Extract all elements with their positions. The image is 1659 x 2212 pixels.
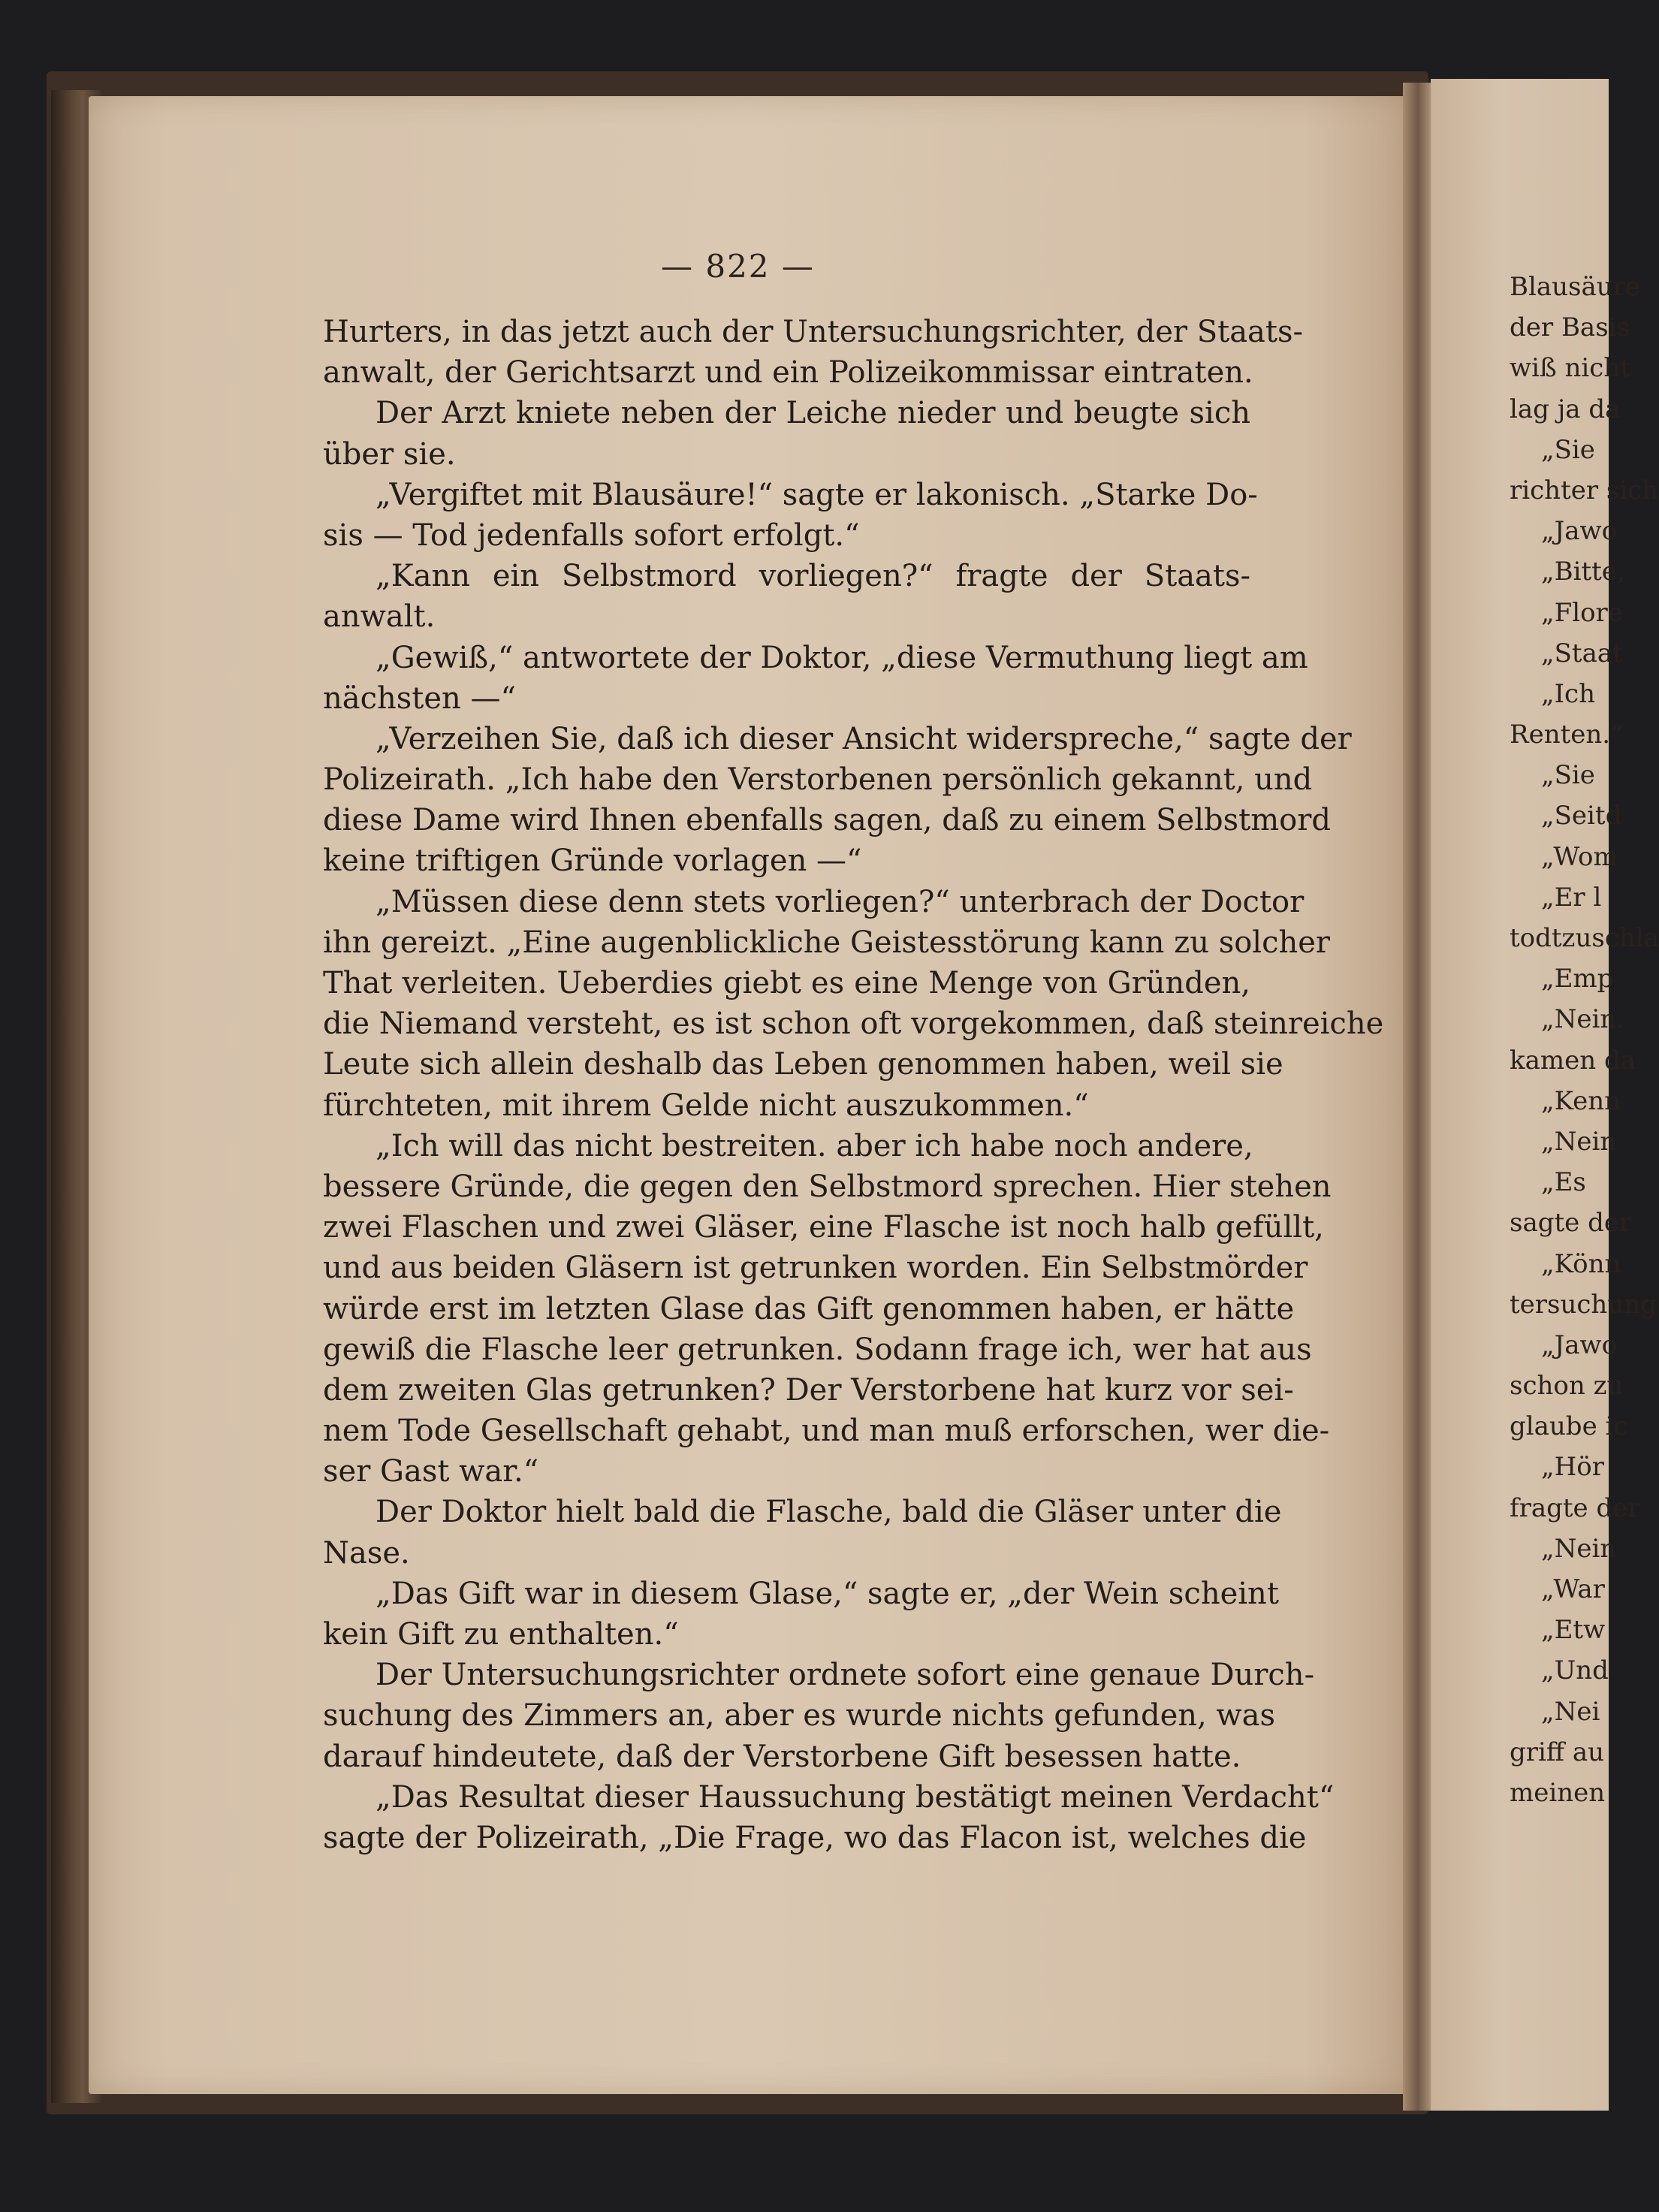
text-line: anwalt, der Gerichtsarzt und ein Polizeikommissar eintraten. (323, 355, 1253, 391)
text-fragment: griff au (1510, 1737, 1605, 1767)
text-fragment: richter sich (1510, 475, 1659, 505)
text-fragment: „Sie (1541, 760, 1595, 791)
text-line: „Ich will das nicht bestreiten. aber ich habe noch andere, (376, 1128, 1253, 1163)
text-line: dem zweiten Glas getrunken? Der Verstorbene hat kurz vor sei- (323, 1372, 1294, 1408)
text-line: Der Doktor hielt bald die Flasche, bald die Gläser unter die (376, 1495, 1282, 1530)
text-line: fürchteten, mit ihrem Gelde nicht auszukommen.“ (323, 1088, 1089, 1123)
text-line: Polizeirath. „Ich habe den Verstorbenen persönlich gekannt, und (323, 762, 1313, 798)
text-fragment: „Nein. (1541, 1004, 1625, 1035)
text-line: keine triftigen Gründe vorlagen —“ (323, 843, 862, 879)
text-line: „Verzeihen Sie, daß ich dieser Ansicht widerspreche,“ sagte der (376, 721, 1352, 756)
text-fragment: „Kenn (1541, 1085, 1621, 1116)
text-line: darauf hindeutete, daß der Verstorbene Gift besessen hatte. (323, 1739, 1241, 1774)
text-fragment: „Staat (1541, 638, 1623, 668)
text-fragment: „Hör (1541, 1452, 1604, 1483)
text-fragment: kamen da (1510, 1045, 1636, 1076)
text-fragment: „Und (1541, 1655, 1609, 1686)
text-fragment: „Es (1541, 1167, 1586, 1198)
text-fragment: sagte der (1510, 1208, 1632, 1239)
text-line: nächsten —“ (323, 680, 516, 716)
text-line: „Vergiftet mit Blausäure!“ sagte er lakonisch. „Starke Do- (376, 477, 1258, 512)
text-line: sagte der Polizeirath, „Die Frage, wo das Flacon ist, welches die (323, 1820, 1307, 1855)
text-line: „Das Resultat dieser Haussuchung bestätigt meinen Verdacht“ (376, 1779, 1335, 1815)
book-gutter (1403, 83, 1433, 2111)
text-line: über sie. (323, 436, 456, 472)
text-line: „Kann ein Selbstmord vorliegen?“ fragte der Staats- (376, 559, 1250, 594)
text-fragment: Blausäure (1510, 272, 1641, 302)
text-line: „Müssen diese denn stets vorliegen?“ unterbrach der Doctor (376, 884, 1305, 919)
text-fragment: „Flore (1541, 597, 1623, 628)
text-line: diese Dame wird Ihnen ebenfalls sagen, daß zu einem Selbstmord (323, 803, 1331, 838)
text-line: kein Gift zu enthalten.“ (323, 1617, 679, 1652)
text-line: ser Gast war.“ (323, 1454, 539, 1489)
text-fragment: „Nei (1541, 1696, 1600, 1727)
text-line: bessere Gründe, die gegen den Selbstmord sprechen. Hier stehen (323, 1169, 1332, 1204)
text-fragment: der Basis (1510, 312, 1630, 343)
page-number: — 822 — (661, 248, 815, 285)
text-fragment: „Ich (1541, 678, 1595, 709)
text-line: sis — Tod jedenfalls sofort erfolgt.“ (323, 518, 860, 553)
text-line: suchung des Zimmers an, aber es wurde nichts gefunden, was (323, 1698, 1276, 1734)
text-fragment: „Nein (1541, 1533, 1617, 1564)
text-fragment: glaube ic (1510, 1411, 1628, 1442)
text-line: würde erst im letzten Glase das Gift genommen haben, er hätte (323, 1291, 1295, 1326)
text-fragment: „Sie (1541, 434, 1595, 465)
text-line: anwalt. (323, 599, 436, 635)
text-fragment: „Könn (1541, 1248, 1621, 1279)
text-line: nem Tode Gesellschaft gehabt, und man muß erforschen, wer die- (323, 1414, 1330, 1449)
text-fragment: „Nein (1541, 1126, 1617, 1157)
text-line: „Das Gift war in diesem Glase,“ sagte er, „der Wein scheint (376, 1576, 1279, 1611)
text-fragment: „Emp (1541, 964, 1614, 994)
text-line: Nase. (323, 1535, 410, 1571)
text-fragment: todtzuschla (1510, 923, 1659, 953)
text-line: die Niemand versteht, es ist schon oft vorgekommen, daß steinreiche (323, 1006, 1384, 1042)
text-line: Der Arzt kniete neben der Leiche nieder und beugte sich (376, 396, 1250, 431)
text-line: zwei Flaschen und zwei Gläser, eine Flasche ist noch halb gefüllt, (323, 1210, 1324, 1245)
text-fragment: Renten.“ (1510, 720, 1624, 750)
text-line: ihn gereizt. „Eine augenblickliche Geistesstörung kann zu solcher (323, 925, 1331, 960)
right-page-text-fragments (1510, 267, 1659, 1813)
text-line: That verleiten. Ueberdies giebt es eine Menge von Gründen, (323, 966, 1250, 1000)
text-fragment: wiß nicht (1510, 353, 1630, 384)
text-fragment: „War (1541, 1574, 1605, 1604)
text-line: gewiß die Flasche leer getrunken. Sodann frage ich, wer hat aus (323, 1332, 1312, 1367)
text-fragment: „Bitte, (1541, 557, 1625, 587)
text-fragment: lag ja da (1510, 394, 1621, 424)
text-fragment: „Wom (1541, 841, 1618, 872)
text-line: Hurters, in das jetzt auch der Untersuchungsrichter, der Staats- (323, 315, 1303, 349)
text-fragment: meinen (1510, 1777, 1606, 1808)
text-line: Der Untersuchungsrichter ordnete sofort eine genaue Durch- (376, 1658, 1315, 1693)
text-fragment: „Etw (1541, 1615, 1606, 1646)
text-fragment: „Seitd (1541, 801, 1622, 831)
text-line: „Gewiß,“ antwortete der Doktor, „diese Vermuthung liegt am (376, 640, 1308, 675)
text-fragment: tersuchung (1510, 1289, 1657, 1320)
left-page-text (323, 312, 1384, 1858)
text-fragment: „Er l (1541, 882, 1602, 913)
text-fragment: schon zu (1510, 1371, 1624, 1402)
text-fragment: „Jawo (1541, 516, 1618, 547)
text-fragment: fragte der (1510, 1492, 1640, 1523)
text-fragment: „Jawo (1541, 1329, 1618, 1360)
text-line: Leute sich allein deshalb das Leben genommen haben, weil sie (323, 1047, 1283, 1082)
text-line: und aus beiden Gläsern ist getrunken worden. Ein Selbstmörder (323, 1251, 1308, 1286)
